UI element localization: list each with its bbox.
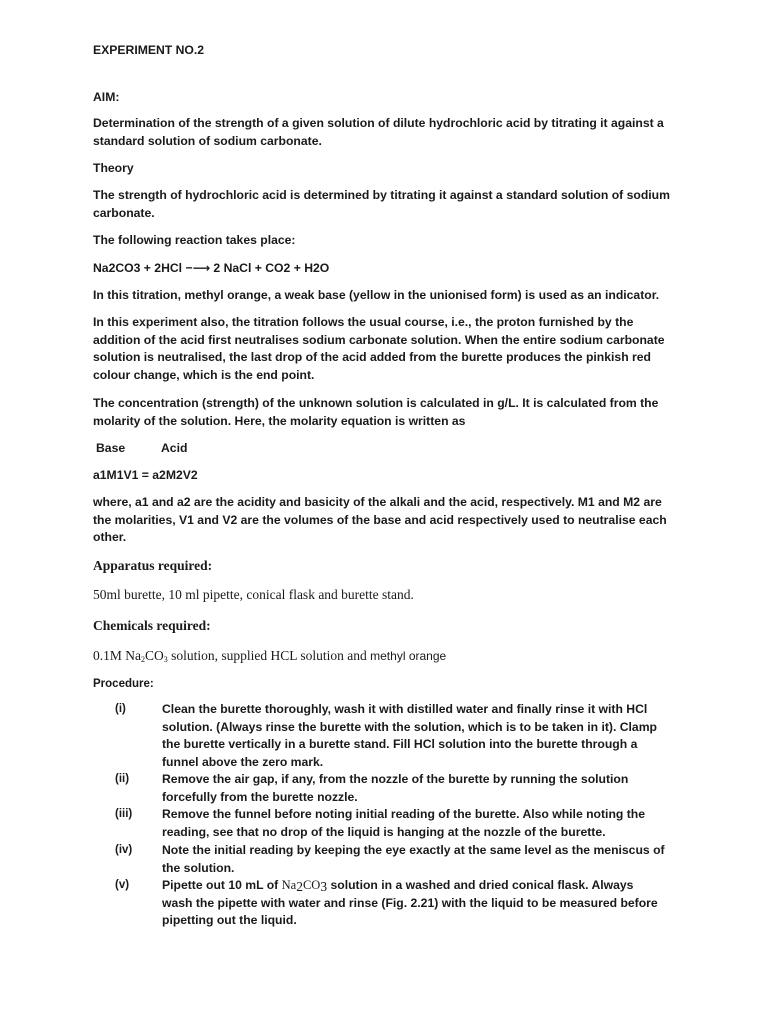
step-number: (iv): [115, 844, 133, 856]
step-text: Note the initial reading by keeping the eye exactly at the same level as the meniscus of the solution.: [162, 843, 665, 875]
step-text: Clean the burette thoroughly, wash it with distilled water and finally rinse it with HCl solution. (Always rinse the burette with the solution, which is to be taken in it). Clamp the burette vertically in a burette stand. Fill HCl solution into the burette through a funnel above the zero mark.: [162, 702, 657, 769]
experiment-title: EXPERIMENT NO.2: [93, 43, 205, 57]
molarity-equation: a1M1V1 = a2M2V2: [93, 468, 198, 482]
procedure-heading: Procedure:: [93, 678, 154, 690]
apparatus-text: 50ml burette, 10 ml pipette, conical flask and burette stand.: [93, 587, 414, 602]
aim-heading: AIM:: [93, 90, 120, 104]
step-number: (iii): [115, 808, 133, 820]
theory-paragraph-2: The following reaction takes place:: [93, 233, 296, 247]
reaction-equation: Na2CO3 + 2HCl −⟶ 2 NaCl + CO2 + H2O: [93, 261, 330, 275]
theory-paragraph-4: In this experiment also, the titration follows the usual course, i.e., the proton furnished by the addition of the acid first neutralises sodium carbonate solution. When the entire sodium carbonate solution is neutralised, the last drop of the acid added from the burette produces the pinkish red colour change, which is the end point.: [93, 315, 665, 382]
theory-heading: Theory: [93, 161, 134, 175]
base-label: Base: [96, 441, 126, 455]
theory-paragraph-6: where, a1 and a2 are the acidity and basicity of the alkali and the acid, respectively. M1 and M2 are the molarities, V1 and V2 are the volumes of the base and acid respectively used to neutralise each other.: [93, 495, 667, 544]
step-text: Remove the funnel before noting initial reading of the burette. Also while noting the reading, see that no drop of the liquid is hanging at the nozzle of the burette.: [162, 807, 646, 839]
step-number: (ii): [115, 773, 130, 785]
base-acid-labels: [93, 440, 673, 458]
aim-text: Determination of the strength of a given solution of dilute hydrochloric acid by titrating it against a standard solution of sodium carbonate.: [93, 116, 664, 148]
apparatus-heading: Apparatus required:: [93, 558, 213, 573]
step-number: (v): [115, 879, 130, 891]
step-text: Remove the air gap, if any, from the nozzle of the burette by running the solution forcefully from the burette nozzle.: [162, 772, 629, 804]
acid-label: Acid: [161, 441, 188, 455]
theory-paragraph-1: The strength of hydrochloric acid is determined by titrating it against a standard solution of sodium carbonate.: [93, 188, 670, 220]
chemicals-heading: Chemicals required:: [93, 618, 211, 633]
step-number: (i): [115, 703, 126, 715]
theory-paragraph-5: The concentration (strength) of the unknown solution is calculated in g/L. It is calculated from the molarity of the solution. Here, the molarity equation is written as: [93, 396, 659, 428]
theory-paragraph-3: In this titration, methyl orange, a weak base (yellow in the unionised form) is used as an indicator.: [93, 288, 660, 302]
step-text: Pipette out 10 mL of $Na_2CO_3$ solution in a washed and dried conical flask. Always wash the pipette with water and rinse (Fig. 2.21) with the liquid to be measured before pipetting out the liquid.: [162, 878, 658, 927]
chemicals-text: 0.1M $Na_2CO_3$ solution, supplied HCL solution and methyl orange: [93, 648, 447, 664]
